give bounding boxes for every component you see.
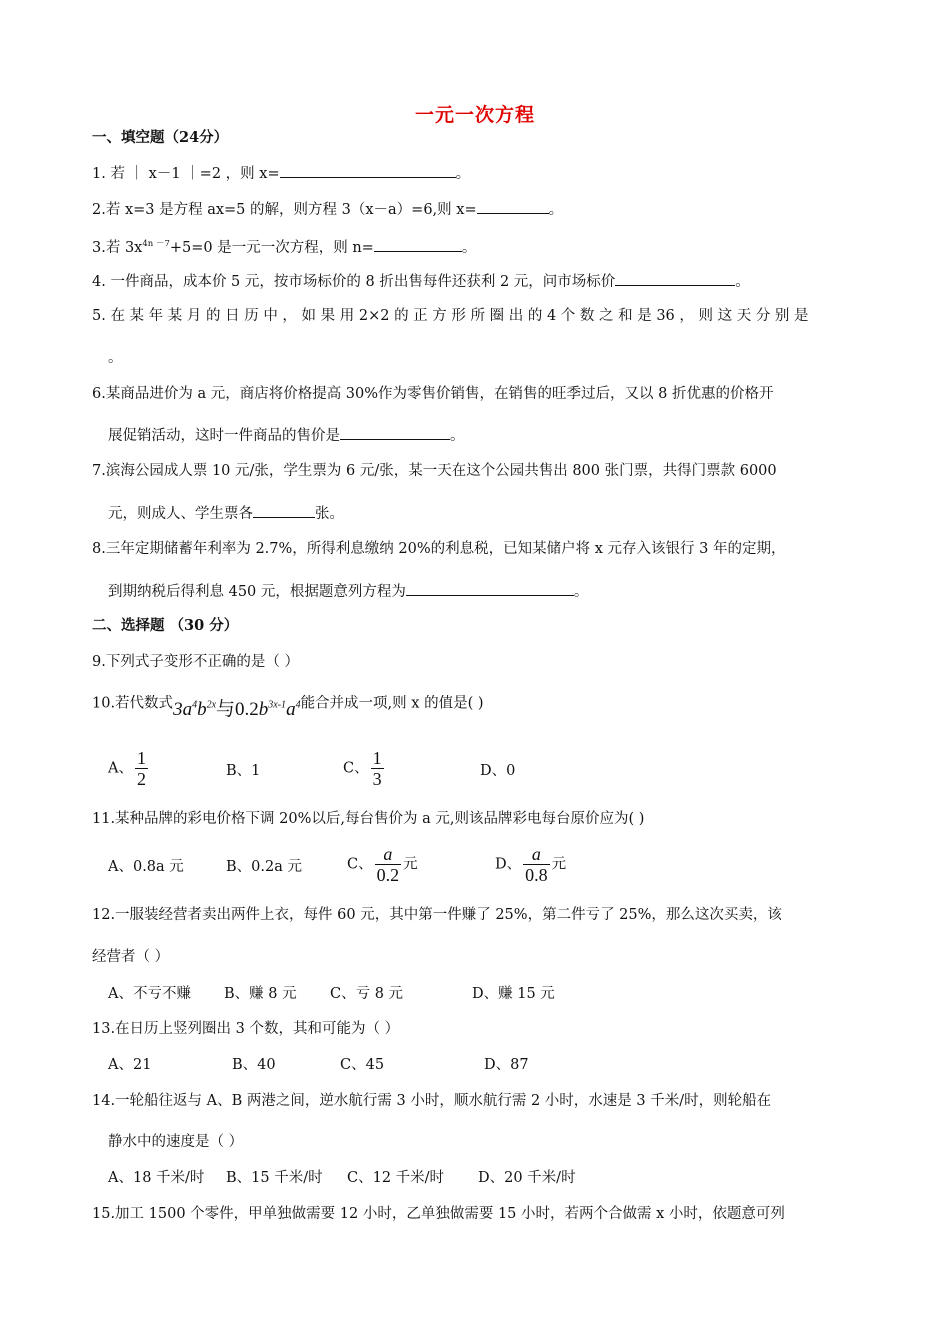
question-5-end: 。	[108, 350, 123, 366]
question-14: 14.一轮船往返与 A、B 两港之间，逆水航行需 3 小时，顺水航行需 2 小时，水速是 3 千米/时，则轮船在	[92, 1093, 772, 1109]
question-9: 9.下列式子变形不正确的是（ ）	[92, 654, 299, 670]
question-6-line2	[108, 425, 465, 446]
question-1-end: 。	[455, 166, 471, 182]
question-12-option-c: C、亏 8 元	[330, 986, 404, 1002]
section-choice-heading: 二、选择题 （30 分）	[92, 617, 239, 634]
question-6-end: 。	[450, 428, 465, 444]
question-12: 12.一服装经营者卖出两件上衣，每件 60 元，其中第一件赚了 25%，第二件亏了 25%，那么这次买卖，该	[92, 907, 782, 923]
answer-blank	[253, 503, 315, 518]
question-8-end: 。	[573, 584, 589, 600]
answer-blank	[280, 163, 456, 178]
question-12-option-a: A、不亏不赚	[108, 986, 191, 1002]
question-3-end: 。	[461, 239, 477, 256]
page-title: 一元一次方程	[414, 104, 535, 126]
question-3-text-cont: +5=0 是一元一次方程，则 n=	[169, 239, 374, 256]
question-12-option-d: D、赚 15 元	[472, 986, 555, 1002]
question-12-option-b: B、赚 8 元	[224, 986, 297, 1002]
question-15: 15.加工 1500 个零件，甲单独做需要 12 小时，乙单独做需要 15 小时，若两个合做需 x 小时，依题意可列	[92, 1206, 785, 1222]
question-6: 6.某商品进价为 a 元，商店将价格提高 30%作为零售价销售，在销售的旺季过后，又以 8 折优惠的价格开	[92, 386, 774, 402]
question-10-option-b: B、1	[226, 763, 261, 779]
question-13-option-c: C、45	[340, 1057, 385, 1073]
question-3	[92, 234, 476, 258]
question-12-line2: 经营者（ ）	[92, 949, 170, 965]
answer-blank	[477, 199, 549, 214]
question-1-text: 1. 若 ｜ x－1 ｜=2 ，则 x=	[92, 166, 280, 182]
question-14-option-a: A、18 千米/时	[108, 1170, 205, 1186]
question-8: 8.三年定期储蓄年利率为 2.7%，所得利息缴纳 20%的利息税，已知某储户将 x 元存入该银行 3 年的定期，	[92, 541, 786, 557]
question-14-option-b: B、15 千米/时	[226, 1170, 323, 1186]
question-14-line2: 静水中的速度是（ ）	[108, 1134, 244, 1150]
question-11-option-d: D、 $\frac{a}{0.8}$ 元	[495, 844, 567, 885]
fraction: $\frac{a}{0.2}$	[376, 844, 400, 885]
question-10	[92, 688, 484, 721]
question-13-option-d: D、87	[484, 1057, 529, 1073]
question-2	[92, 199, 563, 220]
fraction: $\frac{1}{2}$	[136, 748, 146, 789]
answer-blank	[374, 237, 462, 252]
section-fill-blank-heading: 一、填空题（24分）	[92, 129, 229, 146]
answer-blank	[340, 425, 450, 440]
question-7-text: 元，则成人、学生票各	[108, 506, 253, 522]
question-10-option-a: A、 $\frac{1}{2}$	[108, 748, 146, 789]
question-10-text: 10.若代数式	[92, 695, 174, 712]
exponent: 4n －7	[142, 239, 170, 249]
fraction: $\frac{a}{0.8}$	[525, 844, 548, 885]
question-4	[92, 271, 750, 292]
question-13-option-b: B、40	[232, 1057, 276, 1073]
question-10-option-d: D、0	[480, 763, 516, 779]
question-7-end: 张。	[315, 506, 344, 522]
question-10-text-end: 能合并成一项,则 x 的值是( )	[300, 695, 484, 712]
question-11-option-a: A、0.8a 元	[108, 859, 184, 875]
question-14-option-d: D、20 千米/时	[478, 1170, 576, 1186]
fraction: $\frac{1}{3}$	[372, 748, 382, 789]
question-7-line2	[108, 503, 344, 524]
question-13: 13.在日历上竖列圈出 3 个数，其和可能为（ ）	[92, 1021, 400, 1037]
question-8-line2	[108, 581, 588, 602]
question-11-option-b: B、0.2a 元	[226, 859, 302, 875]
question-11-option-c: C、 $\frac{a}{0.2}$ 元	[347, 844, 418, 885]
math-expression: $3a^4b^{2x}$与$0.2b^{3x-1}a^4$	[173, 699, 301, 721]
answer-blank	[615, 271, 735, 286]
question-2-end: 。	[548, 202, 564, 218]
question-10-option-c: C、 $\frac{1}{3}$	[343, 748, 382, 789]
question-13-option-a: A、21	[108, 1057, 152, 1073]
question-11: 11.某种品牌的彩电价格下调 20%以后,每台售价为 a 元,则该品牌彩电每台原价应为( )	[92, 811, 645, 827]
question-14-option-c: C、12 千米/时	[347, 1170, 445, 1186]
question-7: 7.滨海公园成人票 10 元/张，学生票为 6 元/张，某一天在这个公园共售出 800 张门票，共得门票款 6000	[92, 463, 777, 479]
question-4-end: 。	[735, 274, 750, 290]
question-5: 5. 在 某 年 某 月 的 日 历 中 ， 如 果 用 2×2 的 正 方 形 所 圈 出 的 4 个 数 之 和 是 36 ， 则 这 天 分 别 是	[92, 308, 809, 324]
question-2-text: 2.若 x=3 是方程 ax=5 的解，则方程 3（x－a）=6,则 x=	[92, 202, 477, 218]
question-6-text: 展促销活动，这时一件商品的售价是	[108, 428, 340, 444]
question-3-text: 3.若 3x	[92, 239, 143, 256]
question-1	[92, 163, 470, 184]
question-8-text: 到期纳税后得利息 450 元，根据题意列方程为	[108, 584, 406, 600]
answer-blank	[406, 581, 574, 596]
question-4-text: 4. 一件商品，成本价 5 元，按市场标价的 8 折出售每件还获利 2 元，问市场标价	[92, 274, 616, 290]
